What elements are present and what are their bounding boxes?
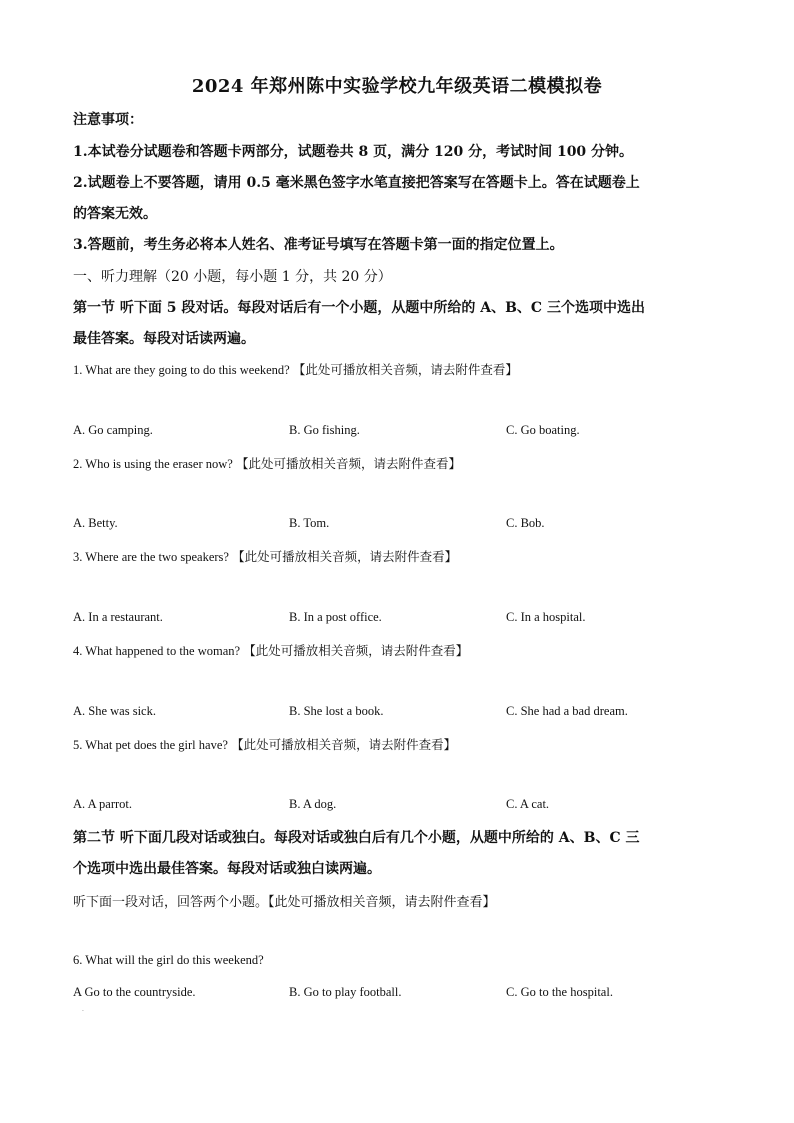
notice-item-3: 3.答题前，考生务必将本人姓名、准考证号填写在答题卡第一面的指定位置上。 xyxy=(73,237,564,253)
option-a: A Go to the countryside. xyxy=(73,985,196,999)
option-b: B. Tom. xyxy=(289,516,330,530)
option-a: A. In a restaurant. xyxy=(73,610,163,624)
audio-note[interactable]: 【此处可播放相关音频，请去附件查看】 xyxy=(232,549,458,564)
audio-note[interactable]: 【此处可播放相关音频，请去附件查看】 xyxy=(231,737,457,752)
audio-note[interactable]: 【此处可播放相关音频，请去附件查看】 xyxy=(235,456,461,471)
option-c: C. Go boating. xyxy=(506,423,580,437)
question-4 xyxy=(73,641,468,659)
section-heading: 一、听力理解（20 小题，每小题 1 分，共 20 分） xyxy=(73,269,392,285)
part2-instructions-line-1: 第二节 听下面几段对话或独白。每段对话或独白后有几个小题，从题中所给的 A、B、C 三 xyxy=(73,830,640,846)
option-a: A. A parrot. xyxy=(73,797,133,811)
notice-item-1: 1.本试卷分试题卷和答题卡两部分，试题卷共 8 页，满分 120 分，考试时间 100 分钟。 xyxy=(73,144,634,160)
part1-instructions-line-1: 第一节 听下面 5 段对话。每段对话后有一个小题，从题中所给的 A、B、C 三个选项中选出 xyxy=(73,300,645,316)
question-text: 3. Where are the two speakers? xyxy=(73,550,229,564)
question-text: 5. What pet does the girl have? xyxy=(73,738,228,752)
question-1 xyxy=(73,360,518,378)
option-b: B. In a post office. xyxy=(289,610,382,624)
option-c: C. In a hospital. xyxy=(506,610,586,624)
option-c: C. Go to the hospital. xyxy=(506,985,613,999)
question-5 xyxy=(73,735,456,753)
page-title: 2024 年郑州陈中实验学校九年级英语二模模拟卷 xyxy=(191,76,603,97)
question-text: 4. What happened to the woman? xyxy=(73,644,241,658)
part1-instructions-line-2: 最佳答案。每段对话读两遍。 xyxy=(73,331,255,347)
option-c: C. Bob. xyxy=(506,516,545,530)
option-c: C. A cat. xyxy=(506,797,550,811)
question-text: 6. What will the girl do this weekend? xyxy=(73,953,264,967)
part2-instructions-line-2: 个选项中选出最佳答案。每段对话或独白读两遍。 xyxy=(73,861,381,877)
question-6 xyxy=(73,953,264,968)
option-a: A. Go camping. xyxy=(73,423,153,437)
question-text: 2. Who is using the eraser now? xyxy=(73,457,233,471)
listen-intro[interactable]: 听下面一段对话，回答两个小题。【此处可播放相关音频，请去附件查看】 xyxy=(73,895,496,910)
option-b: B. A dog. xyxy=(289,797,337,811)
option-b: B. Go to play football. xyxy=(289,985,402,999)
audio-note[interactable]: 【此处可播放相关音频，请去附件查看】 xyxy=(243,643,469,658)
option-a: A. She was sick. xyxy=(73,704,156,718)
question-3 xyxy=(73,547,457,565)
question-2 xyxy=(73,454,461,472)
option-b: B. She lost a book. xyxy=(289,704,384,718)
option-b: B. Go fishing. xyxy=(289,423,360,437)
notice-item-2-line-2: 的答案无效。 xyxy=(73,206,157,222)
option-c: C. She had a bad dream. xyxy=(506,704,628,718)
notice-heading: 注意事项： xyxy=(73,112,143,128)
option-a: A. Betty. xyxy=(73,516,118,530)
audio-note[interactable]: 【此处可播放相关音频，请去附件查看】 xyxy=(292,362,518,377)
question-text: 1. What are they going to do this weekend? xyxy=(73,363,290,377)
stray-dot: · xyxy=(82,1008,84,1015)
notice-item-2-line-1: 2.试题卷上不要答题，请用 0.5 毫米黑色签字水笔直接把答案写在答题卡上。答在试题卷上 xyxy=(73,175,640,191)
